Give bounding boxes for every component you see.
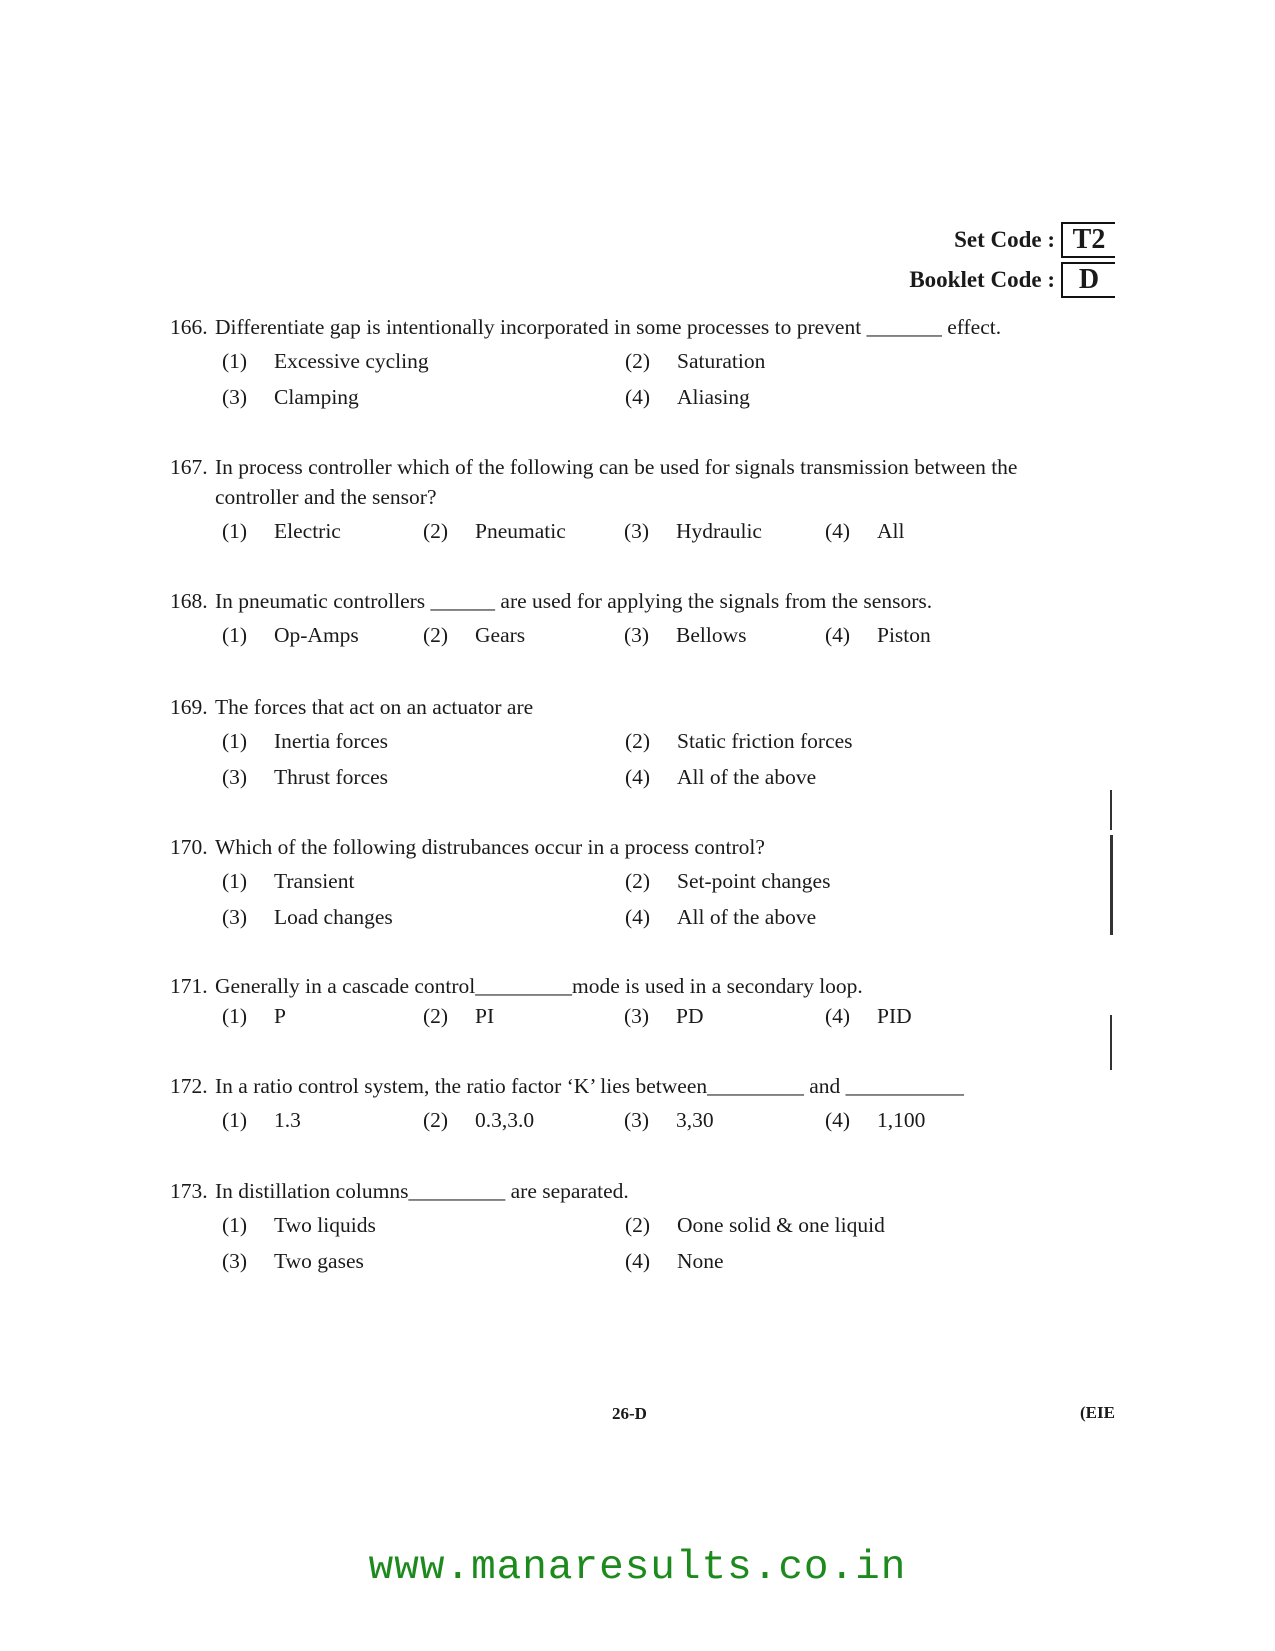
options xyxy=(222,1001,1115,1031)
question-number: 168. xyxy=(170,589,208,613)
option-text: Aliasing xyxy=(677,385,750,409)
question-text: Differentiate gap is intentionally incorporated in some processes to prevent _______ effect. xyxy=(215,315,1002,339)
option-text: PD xyxy=(676,1004,704,1028)
option-number: (4) xyxy=(825,623,851,647)
option-2 xyxy=(423,1001,624,1031)
option-number: (3) xyxy=(222,905,248,929)
option-3 xyxy=(624,1105,825,1135)
option-4 xyxy=(625,902,1025,932)
option-text: Transient xyxy=(274,869,355,893)
option-3 xyxy=(624,1001,825,1031)
option-text: Thrust forces xyxy=(274,765,389,789)
option-number: (1) xyxy=(222,1213,248,1237)
scan-edge-mark xyxy=(1110,790,1112,830)
option-number: (4) xyxy=(825,519,851,543)
question-173 xyxy=(170,1176,1115,1276)
option-number: (4) xyxy=(625,385,651,409)
question-171 xyxy=(170,971,1115,1031)
option-number: (3) xyxy=(222,765,248,789)
option-text: Pneumatic xyxy=(475,519,566,543)
option-4 xyxy=(825,516,1026,546)
question-number: 166. xyxy=(170,315,208,339)
page-number: 26-D xyxy=(612,1404,647,1423)
option-4 xyxy=(825,1105,1026,1135)
option-text: Electric xyxy=(274,519,341,543)
option-1 xyxy=(222,1105,423,1135)
option-1 xyxy=(222,726,625,756)
option-2 xyxy=(423,516,624,546)
option-4 xyxy=(625,382,1025,412)
option-number: (1) xyxy=(222,1004,248,1028)
question-text: Generally in a cascade control_________mode is used in a secondary loop. xyxy=(215,974,863,998)
option-3 xyxy=(624,516,825,546)
question-170 xyxy=(170,832,1115,932)
option-1 xyxy=(222,1001,423,1031)
option-text: All of the above xyxy=(677,765,817,789)
option-number: (2) xyxy=(625,729,651,753)
option-text: PI xyxy=(475,1004,495,1028)
option-number: (3) xyxy=(222,385,248,409)
option-text: Clamping xyxy=(274,385,359,409)
options xyxy=(222,866,1115,932)
option-number: (4) xyxy=(825,1108,851,1132)
option-text: 1.3 xyxy=(274,1108,301,1132)
option-text: Inertia forces xyxy=(274,729,388,753)
options xyxy=(222,1210,1115,1276)
option-3 xyxy=(222,762,625,792)
option-text: All xyxy=(877,519,905,543)
option-1 xyxy=(222,866,625,896)
question-number: 173. xyxy=(170,1179,208,1203)
question-text-continued: controller and the sensor? xyxy=(215,485,437,509)
option-number: (4) xyxy=(625,905,651,929)
booklet-code xyxy=(909,262,1115,298)
question-number: 170. xyxy=(170,835,208,859)
option-4 xyxy=(625,762,1025,792)
option-text: Two gases xyxy=(274,1249,364,1273)
option-text: Piston xyxy=(877,623,931,647)
set-code xyxy=(954,222,1115,258)
option-text: Two liquids xyxy=(274,1213,376,1237)
options xyxy=(222,1105,1115,1135)
option-1 xyxy=(222,516,423,546)
question-text: Which of the following distrubances occur in a process control? xyxy=(215,835,765,859)
set-code-label: Set Code : xyxy=(954,227,1055,252)
scan-edge-mark xyxy=(1110,835,1113,935)
option-2 xyxy=(625,346,1025,376)
option-2 xyxy=(625,866,1025,896)
option-number: (4) xyxy=(625,1249,651,1273)
option-4 xyxy=(625,1246,1025,1276)
option-number: (3) xyxy=(624,623,650,647)
option-text: Static friction forces xyxy=(677,729,853,753)
options xyxy=(222,620,1115,650)
question-172 xyxy=(170,1071,1115,1135)
option-1 xyxy=(222,346,625,376)
option-2 xyxy=(625,726,1025,756)
option-4 xyxy=(825,620,1026,650)
option-number: (3) xyxy=(222,1249,248,1273)
option-text: 3,30 xyxy=(676,1108,714,1132)
option-text: Saturation xyxy=(677,349,766,373)
option-3 xyxy=(222,1246,625,1276)
option-number: (4) xyxy=(625,765,651,789)
option-number: (1) xyxy=(222,869,248,893)
option-1 xyxy=(222,1210,625,1240)
booklet-code-label: Booklet Code : xyxy=(909,267,1055,292)
question-text: In a ratio control system, the ratio factor ‘K’ lies between_________ and ___________ xyxy=(215,1074,964,1098)
question-number: 172. xyxy=(170,1074,208,1098)
option-number: (3) xyxy=(624,1004,650,1028)
option-number: (1) xyxy=(222,519,248,543)
question-text: The forces that act on an actuator are xyxy=(215,695,534,719)
option-text: All of the above xyxy=(677,905,817,929)
question-169 xyxy=(170,692,1115,792)
option-4 xyxy=(825,1001,1026,1031)
option-text: Bellows xyxy=(676,623,747,647)
option-number: (1) xyxy=(222,349,248,373)
option-3 xyxy=(222,382,625,412)
option-number: (1) xyxy=(222,1108,248,1132)
options xyxy=(222,726,1115,792)
option-1 xyxy=(222,620,423,650)
question-number: 169. xyxy=(170,695,208,719)
question-number: 171. xyxy=(170,974,208,998)
option-3 xyxy=(624,620,825,650)
option-text: Oone solid & one liquid xyxy=(677,1213,885,1237)
scan-edge-mark xyxy=(1110,1015,1112,1070)
options xyxy=(222,346,1115,412)
option-number: (3) xyxy=(624,519,650,543)
option-text: 1,100 xyxy=(877,1108,926,1132)
question-167 xyxy=(170,452,1115,546)
option-number: (2) xyxy=(423,519,449,543)
paper-code: (EIE xyxy=(1080,1403,1115,1422)
option-text: 0.3,3.0 xyxy=(475,1108,535,1132)
option-2 xyxy=(423,1105,624,1135)
option-text: Hydraulic xyxy=(676,519,762,543)
option-number: (1) xyxy=(222,729,248,753)
option-number: (2) xyxy=(423,1108,449,1132)
options xyxy=(222,516,1115,546)
option-text: PID xyxy=(877,1004,912,1028)
set-code-value: T2 xyxy=(1061,222,1115,258)
option-number: (2) xyxy=(625,869,651,893)
option-text: Excessive cycling xyxy=(274,349,429,373)
option-number: (1) xyxy=(222,623,248,647)
question-text: In distillation columns_________ are separated. xyxy=(215,1179,629,1203)
option-number: (4) xyxy=(825,1004,851,1028)
booklet-code-value: D xyxy=(1061,262,1115,298)
question-168 xyxy=(170,586,1115,650)
option-number: (2) xyxy=(423,623,449,647)
option-text: None xyxy=(677,1249,724,1273)
website-watermark: www.manaresults.co.in xyxy=(368,1545,907,1591)
option-number: (2) xyxy=(625,349,651,373)
option-2 xyxy=(625,1210,1025,1240)
option-text: Load changes xyxy=(274,905,393,929)
option-2 xyxy=(423,620,624,650)
option-number: (2) xyxy=(423,1004,449,1028)
option-3 xyxy=(222,902,625,932)
option-text: Set-point changes xyxy=(677,869,831,893)
option-number: (3) xyxy=(624,1108,650,1132)
option-text: P xyxy=(274,1004,286,1028)
option-text: Gears xyxy=(475,623,526,647)
question-text: In pneumatic controllers ______ are used for applying the signals from the sensors. xyxy=(215,589,933,613)
option-text: Op-Amps xyxy=(274,623,359,647)
question-166 xyxy=(170,312,1115,412)
question-text: In process controller which of the following can be used for signals transmission between the xyxy=(215,455,1018,479)
question-number: 167. xyxy=(170,455,208,479)
option-number: (2) xyxy=(625,1213,651,1237)
